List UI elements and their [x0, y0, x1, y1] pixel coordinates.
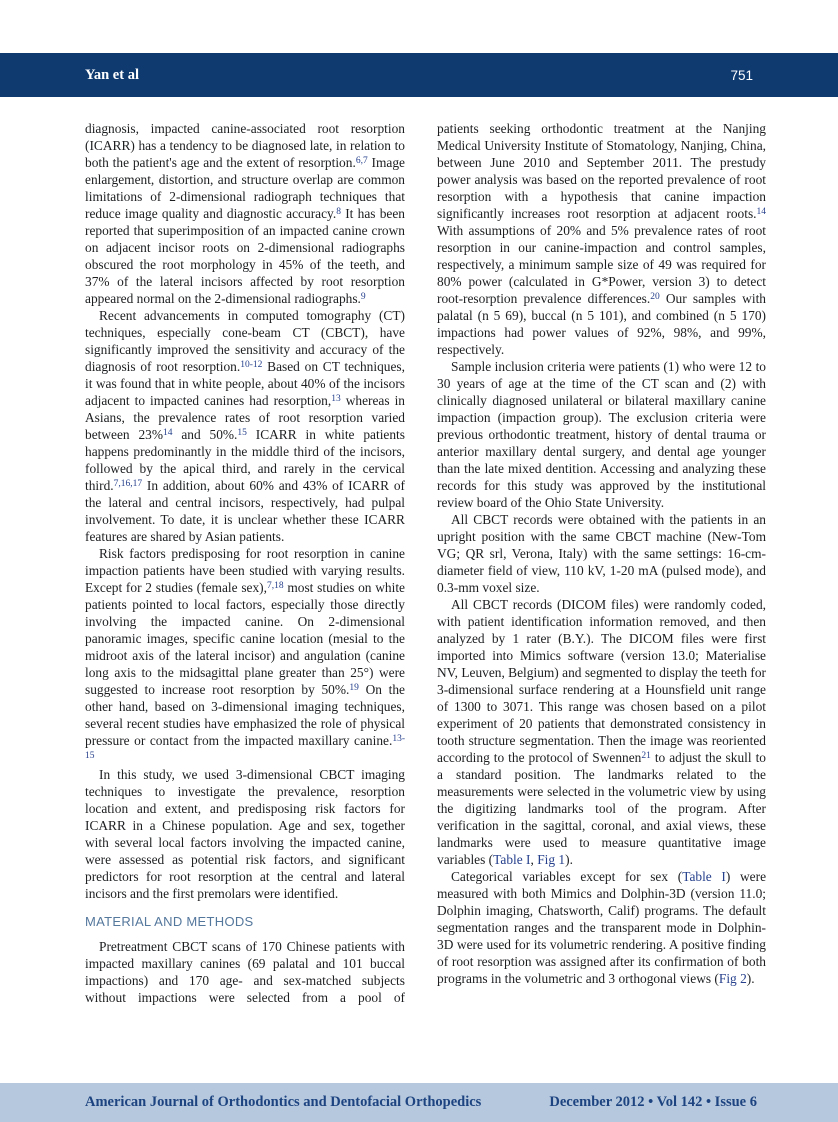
paragraph: In this study, we used 3-dimensional CBCT imaging techniques to investigate the prevalence, resorption location and extent, and predisposing risk factors for ICARR in a Chinese population. Age and sex, together with several local factors involving the impacted canine, were assessed as potential risk factors, and significant predictors for root resorption at the central and lateral incisors and the first premolars were identified. [85, 767, 405, 901]
citation-link[interactable]: 13 [331, 394, 341, 404]
paragraph: diagnosis, impacted canine-associated root resorption (ICARR) has a tendency to be diagnosed late, in relation to both the patient's age and the extent of resorption.$^{6,7}$ Image enlargement, distortion, and structure overlap are common limitations of 2-dimensional radiograph techniques that reduce image quality and diagnostic accuracy.$^8$ It has been reported that superimposition of an impacted canine crown on adjacent incisor roots on 2-dimensional radiographs obscured the root morphology in 45% of the teeth, and 37% of the lateral incisors affected by root resorption appeared normal on the 2-dimensional radiographs.$^9$ [85, 121, 405, 306]
section-heading: MATERIAL AND METHODS [85, 914, 254, 929]
crossref-link[interactable]: Fig 2 [718, 971, 747, 986]
citation-link[interactable]: 15 [237, 428, 247, 438]
left-column [85, 120, 405, 1006]
crossref-link[interactable]: Table I [682, 869, 726, 884]
page-number: 751 [730, 67, 753, 83]
article-body [85, 120, 766, 1006]
paragraph: Sample inclusion criteria were patients (1) who were 12 to 30 years of age at the time of the CT scan and (2) with clinically diagnosed unilateral or bilateral maxillary canine impaction (impaction group). The exclusion criteria were previous orthodontic treatment, history of dental trauma or anterior maxillary dental surgery, and dental age younger than the late mixed dentition. Accessing and analyzing these records for this study was approved by the institutional review board of the Ohio State University. [437, 359, 766, 510]
right-column [437, 120, 766, 1006]
paragraph: Pretreatment CBCT scans of 170 Chinese patients with impacted maxillary canines (69 palatal and 101 buccal impactions) and 170 age- and sex-matched subjects without impactions were selected from a pool of [85, 939, 405, 1005]
paragraph: All CBCT records were obtained with the patients in an upright position with the same CBCT machine (New-Tom VG; QR srl, Verona, Italy) with the same settings: 16-cm-diameter field of view, 110 kV, 1-20 mA (pulsed mode), and 0.3-mm voxel size. [437, 512, 766, 595]
page-footer [0, 1083, 838, 1122]
crossref-link[interactable]: Table I [493, 852, 531, 867]
citation-link[interactable]: 6,7 [355, 156, 368, 166]
citation-link[interactable]: 14 [756, 207, 766, 217]
citation-link[interactable]: 7,16,17 [113, 479, 143, 489]
citation-link[interactable]: 21 [641, 751, 651, 761]
journal-title: American Journal of Orthodontics and Dentofacial Orthopedics [85, 1094, 482, 1110]
running-author: Yan et al [85, 66, 139, 83]
paragraph: patients seeking orthodontic treatment at the Nanjing Medical University Institute of Stomatology, Nanjing, China, between June 2010 and September 2011. The prestudy power analysis was based on the reported prevalence of root resorption with a hypothesis that canine impaction significantly increases root resorption at adjacent roots.$^{14}$ With assumptions of 20% and 5% prevalence rates of root resorption in our canine-impaction and control samples, respectively, a minimum sample size of 49 was required for 80% power (calculated in G*Power, version 3) to detect root-resorption prevalence differences.$^{20}$ Our samples with palatal (n 5 69), buccal (n 5 101), and combined (n 5 170) impactions had power values of 92%, 98%, and 99%, respectively. [437, 121, 766, 357]
paragraph: Categorical variables except for sex (Table I) were measured with both Mimics and Dolphin-3D (version 11.0; Dolphin imaging, Chatsworth, Calif) programs. The default segmentation ranges and the transparent mode in Dolphin-3D were used for its volumetric rendering. A positive finding of root resorption was assigned after its confirmation of both programs in the volumetric and 3 orthogonal views (Fig 2). [437, 869, 767, 986]
citation-link[interactable]: 9 [360, 292, 366, 302]
citation-link[interactable]: 13-15 [85, 734, 405, 761]
citation-link[interactable]: 14 [163, 428, 173, 438]
paragraph: All CBCT records (DICOM files) were randomly coded, with patient identification information removed, and then analyzed by 1 rater (B.Y.). The DICOM files were first imported into Mimics software (version 13.0; Materialise NV, Leuven, Belgium) and segmented to display the teeth for 3-dimensional surface rendering at a Hounsfield unit range of 1300 to 3071. This range was chosen based on a pilot experiment of 20 patients that demonstrated consistency in tooth structure segmentation. Then the image was reoriented according to the protocol of Swennen$^{21}$ to adjust the skull to a standard position. The landmarks related to the measurements were selected in the volumetric view by using the digitizing landmarks tool of the program. After verification in the sagittal, coronal, and axial views, these landmarks were used to measure quantitative image variables (Table I, Fig 1). [437, 597, 766, 867]
citation-link[interactable]: 10-12 [240, 360, 263, 370]
issue-info: December 2012 • Vol 142 • Issue 6 [549, 1094, 757, 1110]
page-header [0, 53, 838, 97]
paragraph: Risk factors predisposing for root resorption in canine impaction patients have been studied with varying results. Except for 2 studies (female sex),$^{7,18}$ most studies on white patients pointed to local factors, especially those directly involving the impacted canine. On 2-dimensional panoramic images, specific canine location (mesial to the midroot axis of the lateral incisor) and angulation (canine long axis to the midsagittal plane greater than 25°) were suggested to increase root resorption by 50%.$^{19}$ On the other hand, based on 3-dimensional imaging techniques, several recent studies have emphasized the role of physical pressure or contact from the impacted maxillary canine.$^{13-15}$ [85, 546, 405, 761]
paragraph: Recent advancements in computed tomography (CT) techniques, especially cone-beam CT (CBCT), have significantly improved the sensitivity and accuracy of the diagnosis of root resorption.$^{10-12}$ Based on CT techniques, it was found that in white people, about 40% of the incisors adjacent to impacted canines had resorption,$^{13}$ whereas in Asians, the prevalence rates of root resorption varied between 23%$^{14}$ and 50%.$^{15}$ ICARR in white patients happens predominantly in the middle third of the incisors, followed by the apical third, and rarely in the cervical third.$^{7,16,17}$ In addition, about 60% and 43% of ICARR of the lateral and central incisors, respectively, had pulpal involvement. To date, it is unclear whether these ICARR features are shared by Asian patients. [85, 308, 405, 544]
citation-link[interactable]: 7,18 [266, 581, 284, 591]
crossref-link[interactable]: Fig 1 [537, 852, 566, 867]
citation-link[interactable]: 20 [650, 292, 660, 302]
citation-link[interactable]: 8 [336, 207, 341, 217]
citation-link[interactable]: 19 [349, 683, 359, 693]
